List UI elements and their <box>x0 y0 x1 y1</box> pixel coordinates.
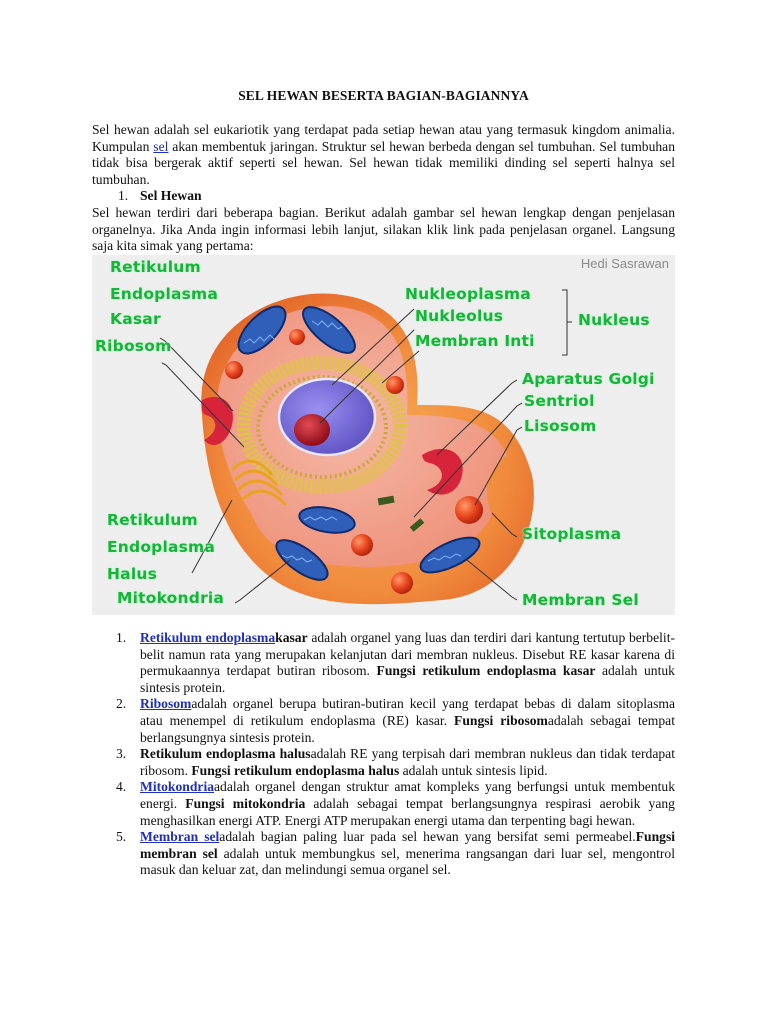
label-re-kasar-1: Retikulum <box>110 258 201 276</box>
label-membran-sel: Membran Sel <box>522 591 639 609</box>
list-number: 4. <box>116 779 127 795</box>
item-text: adalah untuk sintesis protein. <box>140 663 675 695</box>
function-bold: Fungsi membran sel <box>140 829 676 861</box>
label-sentriol: Sentriol <box>524 392 595 410</box>
section-number: 1. <box>118 188 129 203</box>
label-re-halus-2: Endoplasma <box>107 538 216 556</box>
list-number: 5. <box>116 829 127 845</box>
list-item <box>108 779 675 829</box>
label-re-kasar-3: Kasar <box>110 310 161 328</box>
list-number: 2. <box>116 696 127 712</box>
section-heading-text: Sel Hewan <box>140 188 202 203</box>
label-nukleolus: Nukleolus <box>415 307 504 325</box>
organelle-link[interactable]: Retikulum endoplasma <box>140 630 276 645</box>
organelle-list <box>108 630 675 879</box>
item-text: adalah organel yang luas dan terdiri dari kantung tertutup berbelit-belit namun rata yang merupakan kelanjutan dari membran nukleus. Disebut RE kasar karena di permukaannya terdapat butiran ribosom. <box>140 630 675 679</box>
item-text: adalah RE yang terpisah dari membran nukleus dan tidak terdapat ribosom. <box>140 746 675 778</box>
list-item <box>108 829 675 879</box>
document-title: SEL HEWAN BESERTA BAGIAN-BAGIANNYA <box>238 88 529 103</box>
label-nukleus: Nukleus <box>578 311 650 329</box>
watermark-text: Hedi Sasrawan <box>580 256 669 271</box>
list-item <box>108 630 675 696</box>
function-bold: Fungsi retikulum endoplasma halus <box>191 762 400 778</box>
item-text: adalah organel dengan struktur amat kompleks yang berfungsi untuk membentuk energi. <box>140 779 675 811</box>
list-item <box>108 696 675 746</box>
label-ribosom: Ribosom <box>95 337 172 355</box>
sel-link[interactable]: sel <box>153 138 169 154</box>
label-mitokondria: Mitokondria <box>117 589 225 607</box>
intro-text-after: akan membentuk jaringan. Struktur sel hewan berbeda dengan sel tumbuhan. Sel tumbuhan tidak bisa bergerak aktif seperti sel hewan. Sel hewan tidak memiliki dinding sel seperti halnya sel tumbuhan. <box>92 138 675 187</box>
cell-illustration <box>92 255 675 615</box>
list-number: 1. <box>116 630 127 645</box>
list-item <box>108 746 675 779</box>
section-heading <box>118 188 202 205</box>
organelle-name-bold: kasar <box>275 630 308 645</box>
intro-text-before: Sel hewan adalah sel eukariotik yang terdapat pada setiap hewan atau yang termasuk kingdom animalia. Kumpulan <box>92 122 675 154</box>
section-paragraph: Sel hewan terdiri dari beberapa bagian. Berikut adalah gambar sel hewan lengkap dengan penjelasan organelnya. Jika Anda ingin informasi lebih lanjut, silakan klik link pada penjelasan organel. Langsung saja kita simak yang pertama: <box>92 205 675 254</box>
item-text: adalah bagian paling luar pada sel hewan yang bersifat semi permeabel. <box>219 829 636 845</box>
function-bold: Fungsi retikulum endoplasma kasar <box>376 663 596 679</box>
item-text: adalah sebagai tempat berlangsungnya respirasi aerobik yang menghasilkan energi ATP. Energi ATP merupakan energi utama dan terpenting bagi hewan. <box>140 795 675 828</box>
item-text: adalah untuk membungkus sel, menerima rangsangan dari luar sel, mengontrol masuk dan keluar zat, dan melindungi semua organel sel. <box>140 845 675 878</box>
organelle-name-bold: Retikulum endoplasma halus <box>140 746 311 762</box>
function-bold: Fungsi ribosom <box>454 712 548 728</box>
animal-cell-diagram <box>92 255 675 615</box>
organelle-link[interactable]: Ribosom <box>140 696 192 712</box>
list-number: 3. <box>116 746 127 762</box>
label-membran-inti: Membran Inti <box>415 332 535 350</box>
label-nukleoplasma: Nukleoplasma <box>405 285 531 303</box>
item-text: adalah untuk sintesis lipid. <box>399 762 548 778</box>
label-aparatus-golgi: Aparatus Golgi <box>522 370 655 388</box>
label-lisosom: Lisosom <box>524 417 597 435</box>
item-text: adalah organel berupa butiran-butiran kecil yang terdapat bebas di dalam sitoplasma atau menempel di retikulum endoplasma (RE) kasar. <box>140 696 675 728</box>
label-re-halus-1: Retikulum <box>107 511 198 529</box>
function-bold: Fungsi mitokondria <box>185 795 306 811</box>
intro-paragraph <box>92 122 675 188</box>
organelle-link[interactable]: Mitokondria <box>140 779 215 795</box>
label-sitoplasma: Sitoplasma <box>522 525 622 543</box>
label-re-kasar-2: Endoplasma <box>110 285 219 303</box>
organelle-link[interactable]: Membran sel <box>140 829 220 845</box>
label-re-halus-3: Halus <box>107 565 158 583</box>
item-text: adalah sebagai tempat berlangsungnya sintesis protein. <box>140 712 675 745</box>
